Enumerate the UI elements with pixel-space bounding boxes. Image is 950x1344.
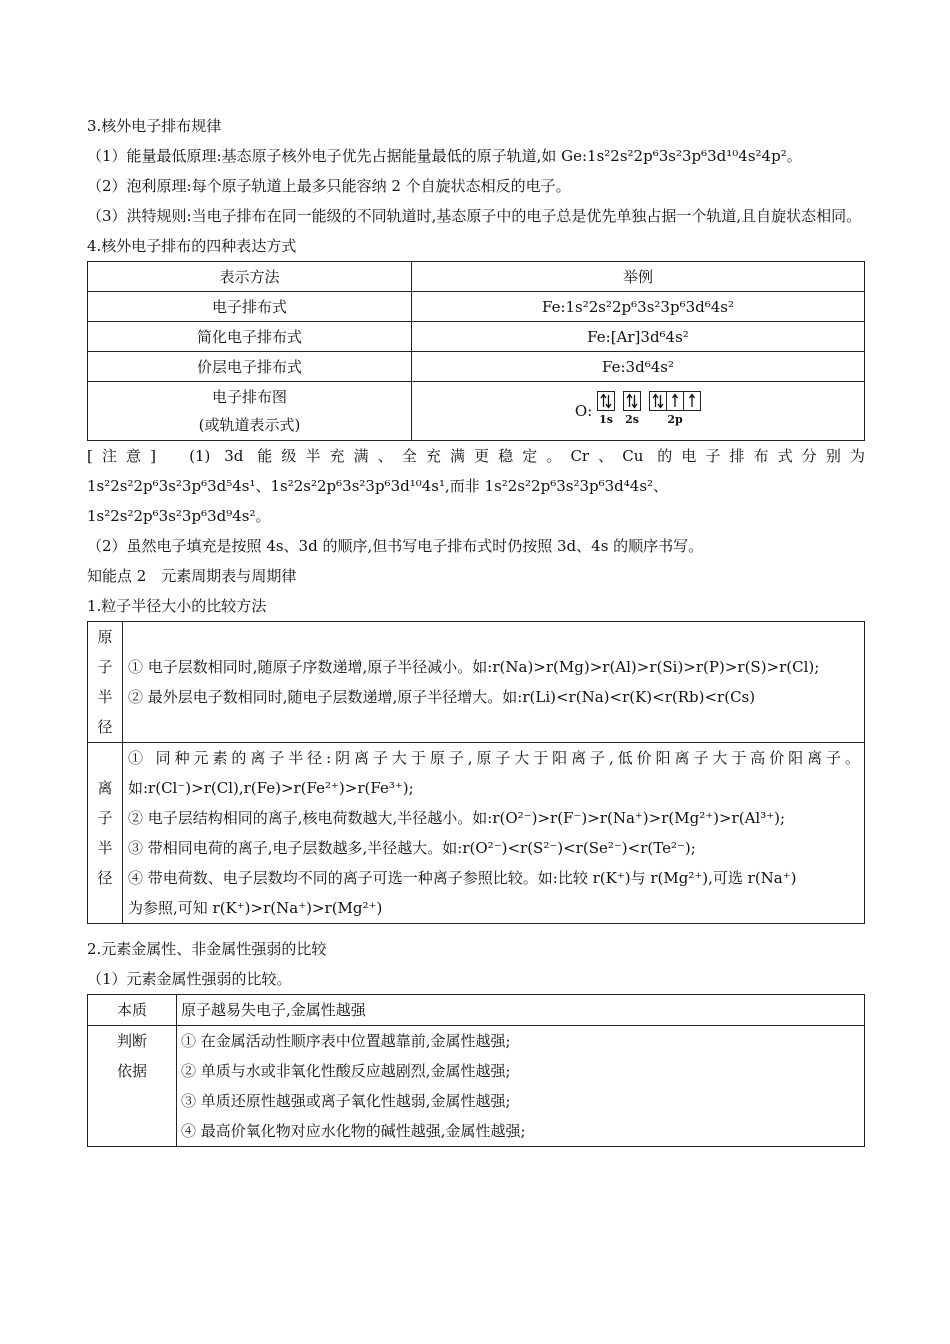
orbital-box-up-down [597, 391, 615, 411]
table-header-row [88, 262, 865, 292]
spin-up-arrow-icon [685, 392, 699, 410]
basis-rule-1: ① 在金属活动性顺序表中位置越靠前,金属性越强; [181, 1032, 511, 1050]
spin-pair-arrows-icon [625, 392, 639, 410]
method-cell: 电子排布式 [88, 292, 412, 322]
spacer [87, 924, 865, 934]
orbital-label: 1s [599, 413, 613, 426]
orbital-box-up [666, 391, 684, 411]
subsection-1-title: 1.粒子半径大小的比较方法 [87, 597, 267, 615]
electron-config-table [87, 261, 865, 441]
basis-content [177, 1026, 865, 1147]
orbital-boxes [597, 391, 615, 411]
subsection-2-1: （1）元素金属性强弱的比较。 [87, 970, 292, 988]
orbital-group-2p [649, 391, 701, 427]
orbital-box-up-down [623, 391, 641, 411]
example-cell: Fe:[Ar]3d⁶4s² [412, 322, 865, 352]
basis-label-line: 判断 [116, 1032, 147, 1050]
label-char: 子 [97, 658, 113, 676]
note-1-line-3: 1s²2s²2p⁶3s²3p⁶3d⁹4s²。 [87, 507, 271, 525]
metallicity-table [87, 994, 865, 1147]
basis-rule-2: ② 单质与水或非氧化性酸反应越剧烈,金属性越强; [181, 1062, 511, 1080]
method-cell-diagram [88, 382, 412, 441]
note-1-line-1: [注意] (1) 3d 能级半充满、全充满更稳定。Cr、Cu 的电子排布式分别为 [87, 447, 865, 465]
method-diagram-line1: 电子排布图 [211, 388, 287, 406]
orbital-box-up [683, 391, 701, 411]
rule-lowest-energy: （1）能量最低原理:基态原子核外电子优先占据能量最低的原子轨道,如 Ge:1s²2s²2p⁶3s²3p⁶3d¹⁰4s²4p²。 [87, 147, 802, 165]
basis-label-line: 依据 [116, 1062, 147, 1080]
orbital-diagram-cell [412, 382, 865, 441]
section-3-title: 3.核外电子排布规律 [87, 117, 222, 135]
atom-radius-row [88, 622, 865, 743]
ion-rule-1-example: 如:r(Cl⁻)>r(Cl),r(Fe)>r(Fe²⁺)>r(Fe³⁺); [128, 779, 414, 797]
label-char: 半 [97, 839, 113, 857]
ion-rule-3: ③ 带相同电荷的离子,电子层数越多,半径越大。如:r(O²⁻)<r(S²⁻)<r(Se²⁻)<r(Te²⁻); [128, 839, 696, 857]
label-char: 半 [97, 688, 113, 706]
spin-pair-arrows-icon [599, 392, 613, 410]
ion-rule-1: ① 同种元素的离子半径:阴离子大于原子,原子大于阳离子,低价阳离子大于高价阳离子。 [128, 749, 860, 767]
basis-rule-4: ④ 最高价氧化物对应水化物的碱性越强,金属性越强; [181, 1122, 526, 1140]
basis-rule-3: ③ 单质还原性越强或离子氧化性越弱,金属性越强; [181, 1092, 511, 1110]
atom-rule-2: ② 最外层电子数相同时,随电子层数递增,原子半径增大。如:r(Li)<r(Na)<r(K)<r(Rb)<r(Cs) [128, 688, 756, 706]
ion-rule-2: ② 电子层结构相同的离子,核电荷数越大,半径越小。如:r(O²⁻)>r(F⁻)>r(Na⁺)>r(Mg²⁺)>r(Al³⁺); [128, 809, 786, 827]
orbital-group-2s [623, 391, 641, 427]
subsection-2-title: 2.元素金属性、非金属性强弱的比较 [87, 940, 327, 958]
orbital-group-1s [597, 391, 615, 427]
ion-radius-content [123, 743, 865, 924]
ion-rule-4: ④ 带电荷数、电子层数均不同的离子可选一种离子参照比较。如:比较 r(K⁺)与 r(Mg²⁺),可选 r(Na⁺) [128, 869, 797, 887]
method-cell: 简化电子排布式 [88, 322, 412, 352]
essence-label: 本质 [88, 995, 177, 1026]
document-page [87, 111, 865, 1147]
table-row-diagram [88, 382, 865, 441]
orbital-element-label: O: [574, 402, 593, 420]
label-char: 离 [97, 779, 113, 797]
label-char: 子 [97, 809, 113, 827]
example-cell: Fe:3d⁶4s² [412, 352, 865, 382]
table-row [88, 292, 865, 322]
ion-rule-4-example: 为参照,可知 r(K⁺)>r(Na⁺)>r(Mg²⁺) [128, 899, 383, 917]
essence-text: 原子越易失电子,金属性越强 [177, 995, 865, 1026]
section-4-title: 4.核外电子排布的四种表达方式 [87, 237, 297, 255]
method-cell: 价层电子排布式 [88, 352, 412, 382]
orbital-diagram [597, 391, 701, 427]
label-char: 原 [97, 628, 113, 646]
atom-radius-content [123, 622, 865, 743]
header-example: 举例 [412, 262, 865, 292]
basis-label [88, 1026, 177, 1147]
orbital-label: 2s [625, 413, 639, 426]
label-char: 径 [97, 718, 113, 736]
atom-rule-1: ① 电子层数相同时,随原子序数递增,原子半径减小。如:r(Na)>r(Mg)>r(Al)>r(Si)>r(P)>r(S)>r(Cl); [128, 658, 820, 676]
atom-radius-label [88, 622, 123, 743]
method-diagram-line2: (或轨道表示式) [198, 416, 301, 434]
spin-up-arrow-icon [668, 392, 682, 410]
ion-radius-row [88, 743, 865, 924]
knowledge-point-2-title: 知能点 2 元素周期表与周期律 [87, 567, 297, 585]
rule-hund: （3）洪特规则:当电子排布在同一能级的不同轨道时,基态原子中的电子总是优先单独占据一个轨道,且自旋状态相同。 [87, 207, 862, 225]
essence-row [88, 995, 865, 1026]
table-row [88, 352, 865, 382]
spin-pair-arrows-icon [651, 392, 665, 410]
note-2: （2）虽然电子填充是按照 4s、3d 的顺序,但书写电子排布式时仍按照 3d、4s 的顺序书写。 [87, 537, 704, 555]
radius-comparison-table [87, 621, 865, 924]
rule-pauli: （2）泡利原理:每个原子轨道上最多只能容纳 2 个自旋状态相反的电子。 [87, 177, 571, 195]
table-row [88, 322, 865, 352]
ion-radius-label [88, 743, 123, 924]
label-char: 径 [97, 869, 113, 887]
example-cell: Fe:1s²2s²2p⁶3s²3p⁶3d⁶4s² [412, 292, 865, 322]
basis-row [88, 1026, 865, 1147]
note-1-line-2: 1s²2s²2p⁶3s²3p⁶3d⁵4s¹、1s²2s²2p⁶3s²3p⁶3d¹⁰4s¹,而非 1s²2s²2p⁶3s²3p⁶3d⁴4s²、 [87, 477, 669, 495]
orbital-label: 2p [667, 413, 683, 426]
orbital-box-up-down [649, 391, 667, 411]
orbital-boxes [649, 391, 701, 411]
header-method: 表示方法 [88, 262, 412, 292]
orbital-boxes [623, 391, 641, 411]
